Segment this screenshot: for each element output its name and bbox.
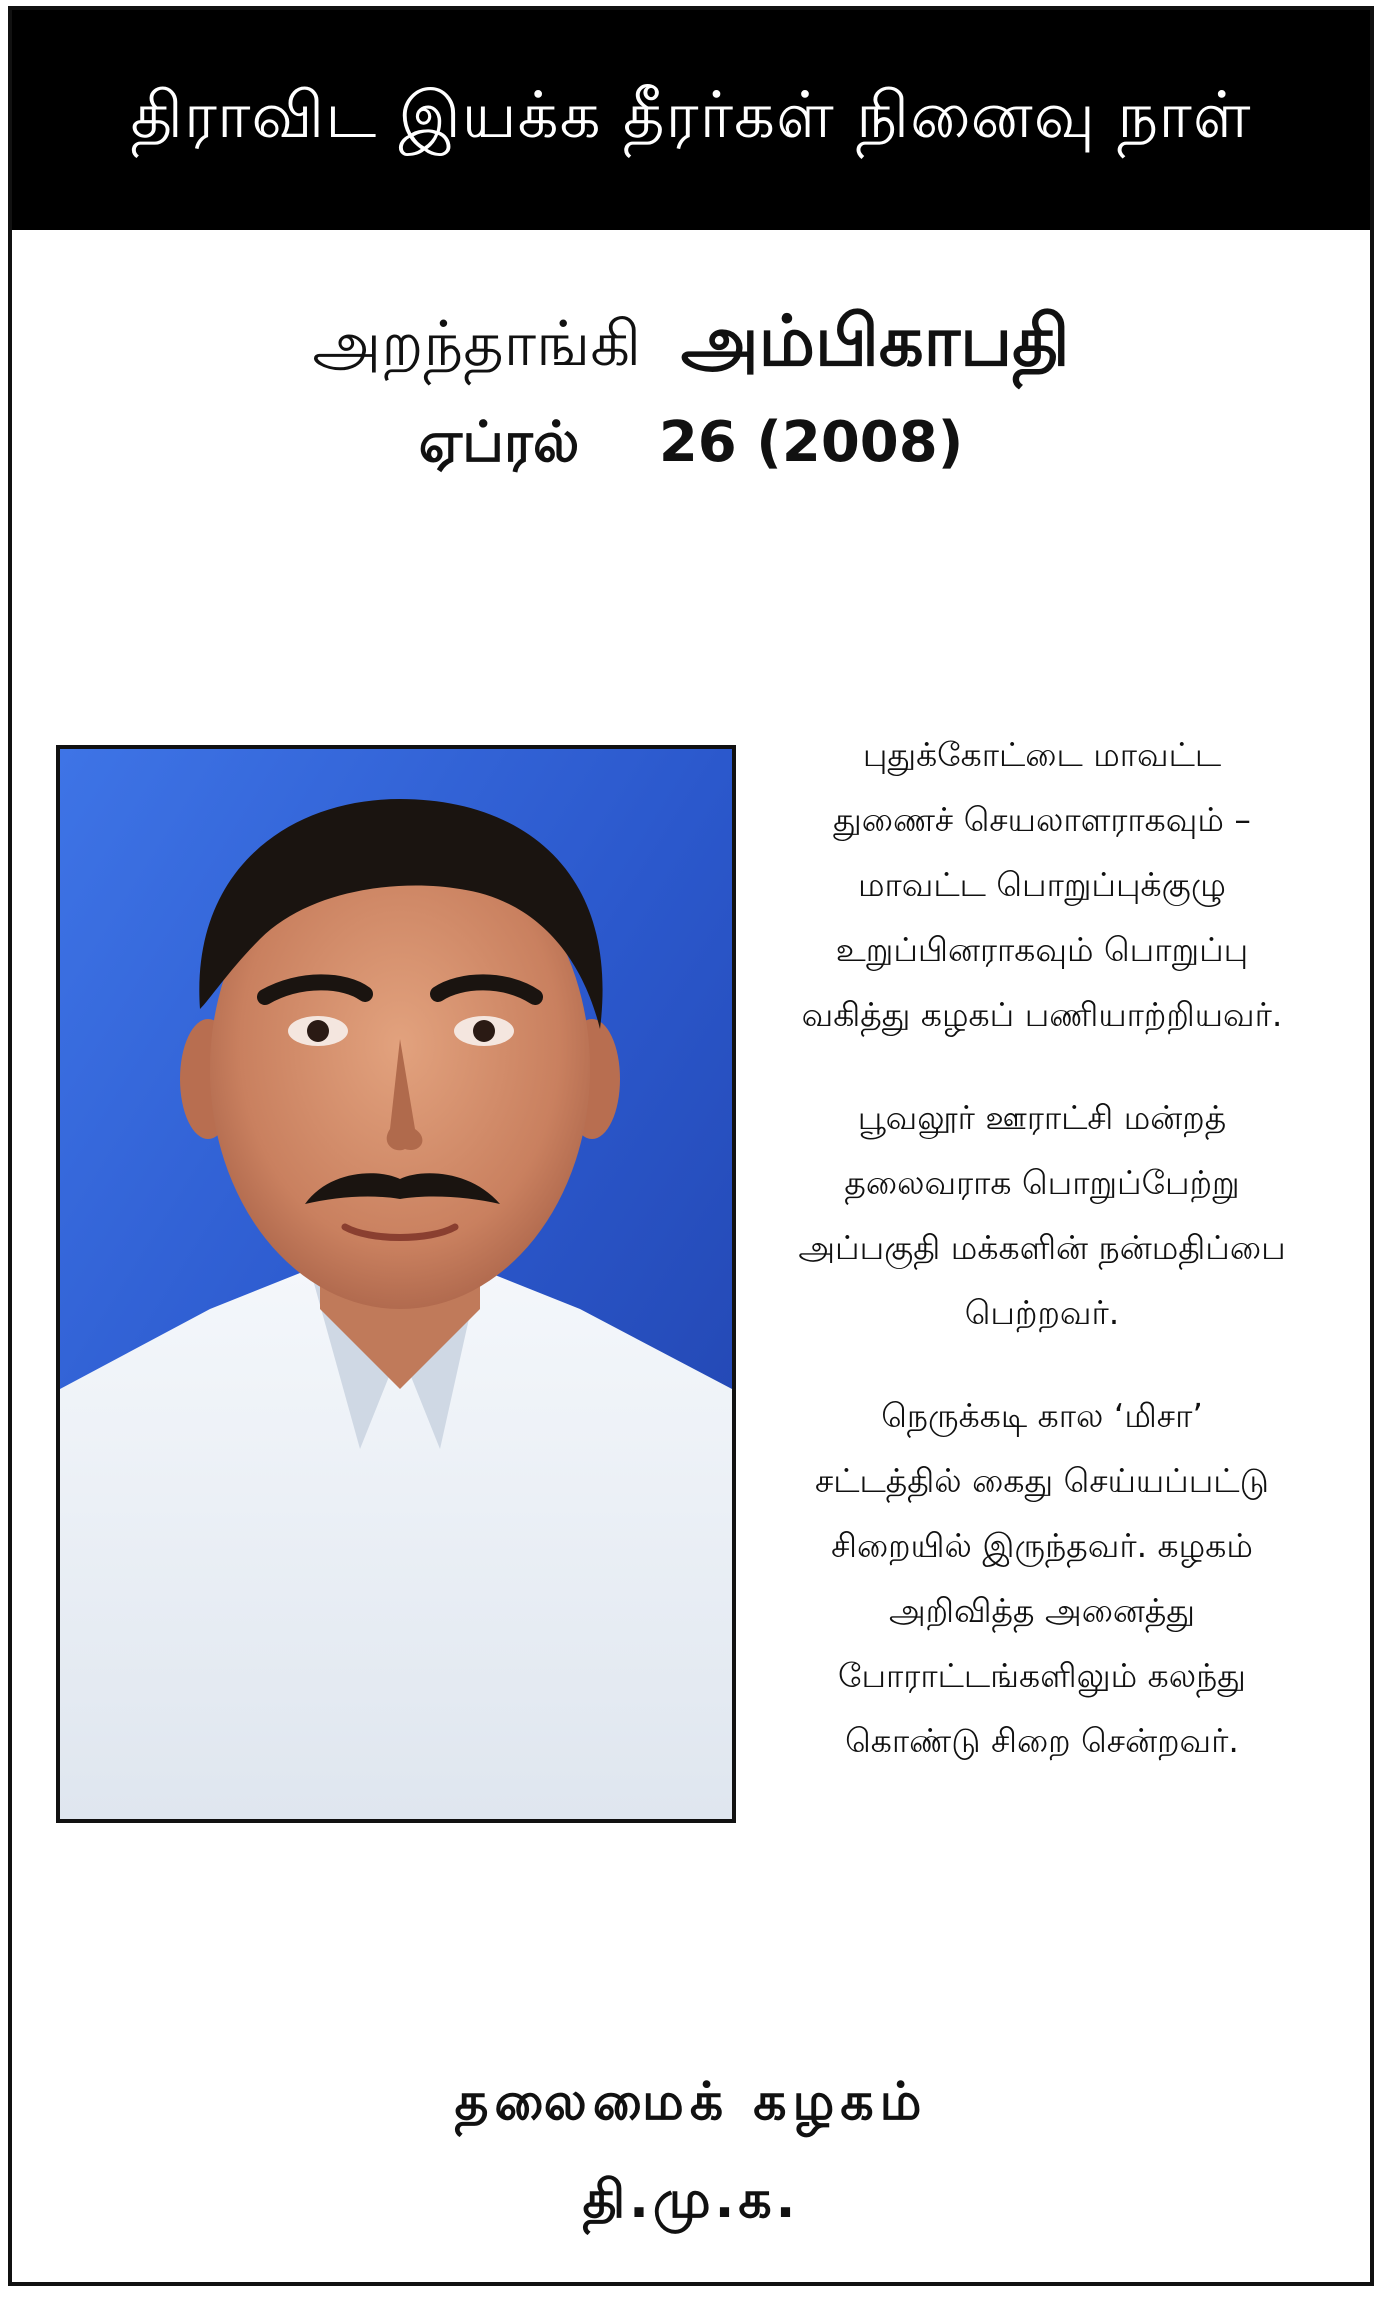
- bio-line: தலைவராக பொறுப்பேற்று: [844, 1163, 1240, 1202]
- party-name: தி.மு.க.: [582, 2170, 800, 2230]
- memorial-date: [12, 410, 1370, 482]
- person-heading: [12, 300, 1370, 391]
- organization-name: தலைமைக் கழகம்: [454, 2072, 928, 2132]
- bio-line: கொண்டு சிறை சென்றவர்.: [845, 1721, 1239, 1760]
- bio-line: வகித்து கழகப் பணியாற்றியவர்.: [801, 995, 1283, 1034]
- person-name: அம்பிகாபதி: [680, 300, 1070, 382]
- bio-line: உறுப்பினராகவும் பொறுப்பு: [835, 930, 1249, 969]
- banner-title: திராவிட இயக்க தீரர்கள் நினைவு நாள்: [130, 79, 1252, 153]
- bio-line: பெற்றவர்.: [964, 1293, 1120, 1332]
- bio-line: போராட்டங்களிலும் கலந்து: [838, 1656, 1246, 1695]
- bio-line: அப்பகுதி மக்களின் நன்மதிப்பை: [798, 1228, 1286, 1267]
- bio-line: அறிவித்த அனைத்து: [888, 1591, 1196, 1630]
- bio-line: நெருக்கடி கால ‘மிசா’: [881, 1396, 1203, 1435]
- bio-line: பூவலூர் ஊராட்சி மன்றத்: [857, 1098, 1227, 1137]
- date-month: ஏப்ரல்: [418, 410, 580, 475]
- bio-paragraph: [742, 722, 1342, 1047]
- biography-text: [742, 722, 1342, 1811]
- portrait-photo: [56, 745, 736, 1823]
- bio-line: சிறையில் இருந்தவர். கழகம்: [831, 1526, 1253, 1565]
- bio-paragraph: [742, 1085, 1342, 1345]
- bio-line: துணைச் செயலாளராகவும் –: [833, 800, 1251, 839]
- memorial-card: [8, 6, 1374, 2286]
- bio-line: புதுக்கோட்டை மாவட்ட: [862, 735, 1222, 774]
- bio-paragraph: [742, 1383, 1342, 1773]
- date-day-year: 26 (2008): [658, 410, 964, 475]
- bio-line: மாவட்ட பொறுப்புக்குழு: [857, 865, 1227, 904]
- place-name: அறந்தாங்கி: [312, 307, 642, 380]
- title-banner: [12, 10, 1370, 230]
- bio-line: சட்டத்தில் கைது செய்யப்பட்டு: [814, 1461, 1270, 1500]
